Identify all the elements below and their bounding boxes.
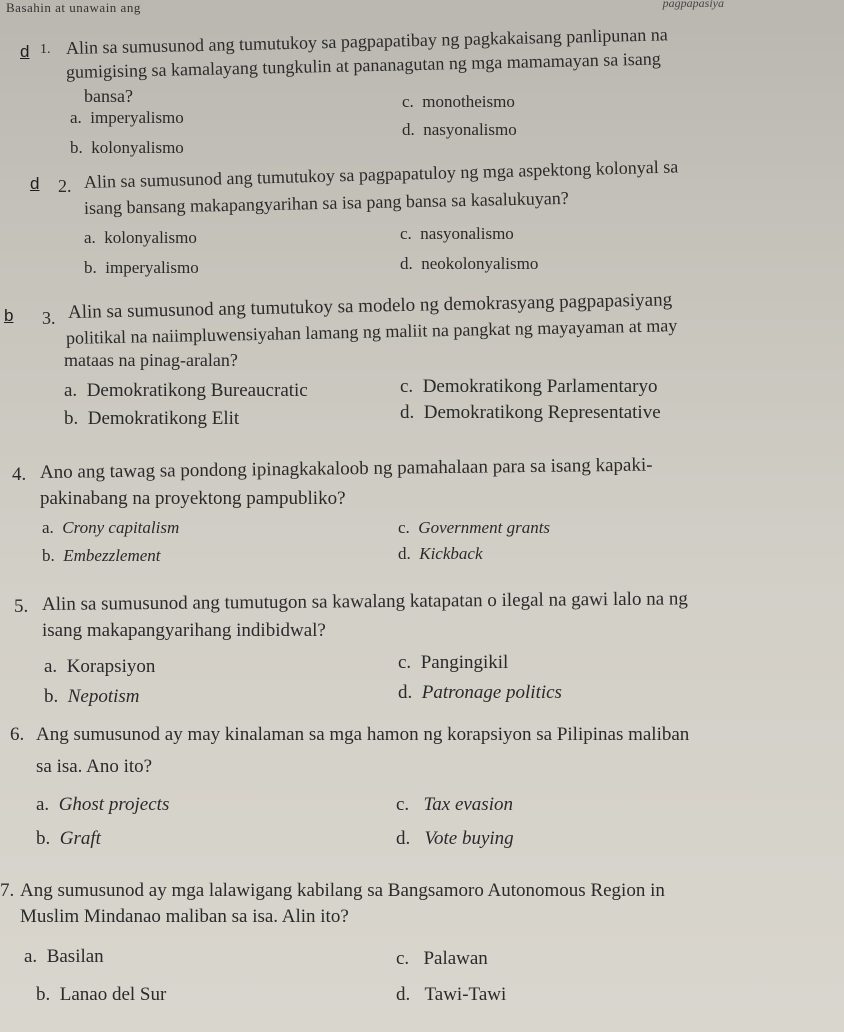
option-2b: b. imperyalismo: [84, 258, 199, 277]
question-4-line-1: Ano ang tawag sa pondong ipinagkakaloob ng pamahalaan para sa isang kapaki-: [39, 454, 653, 483]
question-6-line-2: sa isa. Ano ito?: [36, 756, 153, 777]
option-6d: d. Vote buying: [396, 828, 514, 849]
option-5b-text: Nepotism: [67, 686, 140, 707]
answer-mark-3: b: [4, 306, 14, 325]
option-4c-text: Government grants: [418, 518, 551, 537]
question-5-line-1: Alin sa sumusunod ang tumutugon sa kawalang katapatan o ilegal na gawi lalo na ng: [41, 588, 688, 615]
option-7c: c. Palawan: [396, 948, 488, 969]
question-number-5: 5.: [14, 596, 29, 617]
option-5c-text: Pangingikil: [420, 652, 509, 673]
option-2b-text: imperyalismo: [105, 258, 199, 277]
option-1a-text: imperyalismo: [90, 108, 184, 127]
option-6c: c. Tax evasion: [396, 794, 513, 815]
question-number-4: 4.: [12, 464, 27, 485]
option-3c-text: Demokratikong Parlamentaryo: [422, 376, 658, 397]
question-5-line-2: isang makapangyarihang indibidwal?: [42, 620, 326, 641]
option-5d-text: Patronage politics: [421, 682, 562, 703]
option-5d: d. Patronage politics: [398, 682, 562, 703]
question-1-line-1: Alin sa sumusunod ang tumutukoy sa pagpapatibay ng pagkakaisang panlipunan na: [65, 24, 668, 58]
option-3d-text: Demokratikong Representative: [423, 402, 661, 423]
option-4c: c. Government grants: [398, 518, 551, 537]
question-number-6: 6.: [10, 724, 25, 745]
answer-mark-2: d: [30, 174, 40, 193]
question-number-1: 1.: [40, 42, 51, 57]
option-2c: c. nasyonalismo: [400, 224, 514, 243]
option-3b-text: Demokratikong Elit: [87, 408, 240, 429]
option-4a: a. Crony capitalism: [42, 518, 180, 537]
option-2d: d. neokolonyalismo: [400, 254, 539, 273]
question-3-line-1: Alin sa sumusunod ang tumutukoy sa modelo ng demokrasyang pagpapasiyang: [67, 289, 673, 323]
option-2a-text: kolonyalismo: [104, 228, 197, 247]
option-7b: b. Lanao del Sur: [36, 984, 167, 1005]
option-6a-text: Ghost projects: [58, 794, 170, 815]
option-4d-text: Kickback: [419, 544, 483, 563]
question-1-line-2: gumigising sa kamalayang tungkulin at pananagutan ng mga mamamayan sa isang: [65, 48, 661, 82]
option-4b: b. Embezzlement: [42, 546, 161, 565]
option-1d-text: nasyonalismo: [423, 120, 517, 139]
option-1c: c. monotheismo: [402, 92, 515, 111]
question-7-line-2: Muslim Mindanao maliban sa isa. Alin ito?: [20, 906, 349, 927]
question-3-line-3: mataas na pinag-aralan?: [64, 350, 238, 370]
option-1d: d. nasyonalismo: [402, 120, 517, 139]
option-5a-text: Korapsiyon: [66, 656, 156, 677]
option-3c: c. Demokratikong Parlamentaryo: [400, 376, 658, 397]
option-4b-text: Embezzlement: [63, 546, 161, 565]
option-2c-text: nasyonalismo: [420, 224, 514, 243]
option-1a: a. imperyalismo: [70, 108, 184, 127]
option-2a: a. kolonyalismo: [84, 228, 197, 247]
question-2-line-1: Alin sa sumusunod ang tumutukoy sa pagpapatuloy ng mga aspektong kolonyal sa: [83, 156, 679, 192]
instruction-header: Basahin at unawain ang: [6, 0, 141, 15]
question-number-2: 2.: [58, 176, 72, 196]
question-1-line-3: bansa?: [84, 86, 133, 106]
question-number-7: 7.: [0, 880, 15, 901]
question-number-3: 3.: [42, 308, 56, 328]
question-7-line-1: Ang sumusunod ay mga lalawigang kabilang sa Bangsamoro Autonomous Region in: [20, 880, 665, 901]
answer-mark-1: d: [20, 42, 30, 61]
option-1b-text: kolonyalismo: [91, 138, 184, 157]
question-3-line-2: politikal na naiimpluwensiyahan lamang ng maliit na pangkat ng mayayaman at may: [65, 315, 678, 348]
option-5b: b. Nepotism: [44, 686, 140, 707]
option-6b-text: Graft: [59, 828, 101, 849]
option-4d: d. Kickback: [398, 544, 483, 563]
option-3d: d. Demokratikong Representative: [400, 402, 661, 423]
option-7d: d. Tawi-Tawi: [396, 984, 507, 1005]
option-5a: a. Korapsiyon: [44, 656, 156, 677]
option-7b-text: Lanao del Sur: [59, 984, 167, 1005]
option-4a-text: Crony capitalism: [62, 518, 180, 537]
option-7a: a. Basilan: [24, 946, 104, 967]
option-6d-text: Vote buying: [424, 828, 514, 849]
question-4-line-2: pakinabang na proyektong pampubliko?: [40, 488, 346, 509]
option-5c: c. Pangingikil: [398, 652, 509, 673]
option-2d-text: neokolonyalismo: [421, 254, 539, 273]
header-right-fragment: pagpapasiya: [662, 0, 724, 10]
option-7a-text: Basilan: [46, 946, 104, 967]
question-2-line-2: isang bansang makapangyarihan sa isa pang bansa sa kasalukuyan?: [83, 187, 569, 218]
option-7c-text: Palawan: [423, 948, 488, 969]
option-1b: b. kolonyalismo: [70, 138, 184, 157]
option-7d-text: Tawi-Tawi: [424, 984, 507, 1005]
option-3a: a. Demokratikong Bureaucratic: [64, 380, 308, 401]
option-6a: a. Ghost projects: [36, 794, 170, 815]
option-3a-text: Demokratikong Bureaucratic: [86, 380, 308, 401]
option-3b: b. Demokratikong Elit: [64, 408, 240, 429]
option-6c-text: Tax evasion: [423, 794, 513, 815]
question-6-line-1: Ang sumusunod ay may kinalaman sa mga hamon ng korapsiyon sa Pilipinas maliban: [36, 724, 690, 745]
option-6b: b. Graft: [36, 828, 101, 849]
option-1c-text: monotheismo: [422, 92, 515, 111]
